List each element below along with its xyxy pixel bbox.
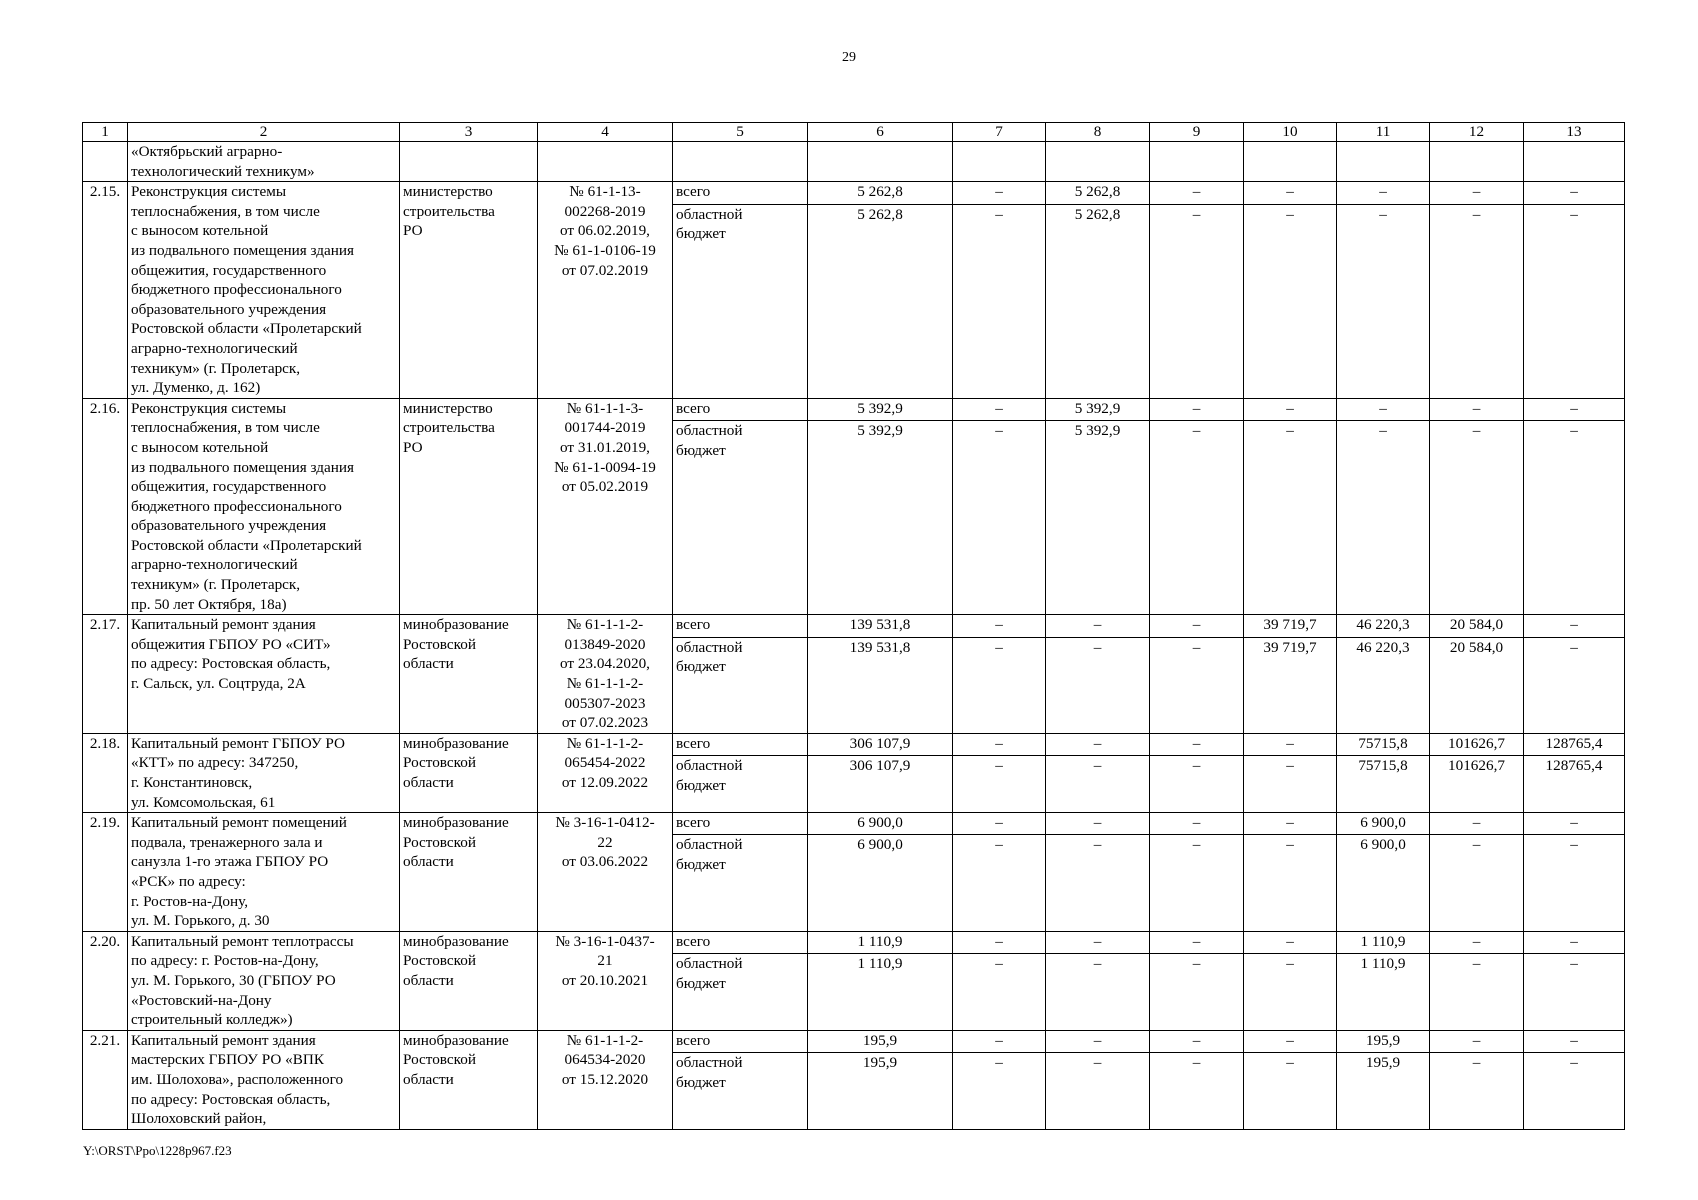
amount-cell: 5 392,9 [808, 421, 953, 615]
object-name-cell: Реконструкция системы теплоснабжения, в том числе с выносом котельной из подвального помещения здания общежития, государственного бюджетного профессионального образовательного учреждения Ростовской области «Пролетарский аграрно-технологический техникум» (г. Пролетарск, пр. 50 лет Октября, 18а) [128, 398, 400, 615]
column-number-header: 11 [1337, 123, 1430, 142]
amount-cell: – [1150, 1030, 1244, 1052]
amount-cell: 75715,8 [1337, 733, 1430, 756]
amount-cell: 1 110,9 [808, 931, 953, 953]
amount-cell: – [1150, 421, 1244, 615]
amount-cell: – [953, 1030, 1046, 1052]
column-number-header: 9 [1150, 123, 1244, 142]
amount-cell: – [1244, 1052, 1337, 1129]
amount-cell: – [1430, 398, 1524, 421]
amount-cell: – [1150, 1052, 1244, 1129]
amount-cell: – [1430, 954, 1524, 1031]
table-row [83, 733, 1625, 756]
funding-source-cell: областной бюджет [673, 954, 808, 1031]
row-number-cell: 2.19. [83, 813, 128, 932]
continuation-row [83, 142, 1625, 182]
page-number: 29 [842, 50, 856, 65]
funding-source-cell: всего [673, 615, 808, 637]
amount-cell: – [1150, 835, 1244, 931]
amount-cell: – [1150, 756, 1244, 813]
amount-cell: – [953, 615, 1046, 637]
amount-cell: 20 584,0 [1430, 615, 1524, 637]
object-name-cell: «Октябрьский аграрно- технологический техникум» [128, 142, 400, 182]
funding-source-cell: областной бюджет [673, 204, 808, 398]
document-cell: № 61-1-1-2- 064534-2020 от 15.12.2020 [538, 1030, 673, 1129]
column-number-header: 8 [1046, 123, 1150, 142]
amount-cell: – [1524, 954, 1625, 1031]
amount-cell: – [1046, 835, 1150, 931]
amount-cell: – [1524, 813, 1625, 835]
amount-cell: 195,9 [808, 1030, 953, 1052]
empty-cell [1337, 142, 1430, 182]
table-row [83, 615, 1625, 637]
row-number-cell: 2.21. [83, 1030, 128, 1129]
amount-cell: – [1430, 1052, 1524, 1129]
funding-source-cell: областной бюджет [673, 637, 808, 733]
empty-cell [1150, 142, 1244, 182]
amount-cell: – [1430, 204, 1524, 398]
funding-source-cell: всего [673, 931, 808, 953]
amount-cell: 195,9 [1337, 1052, 1430, 1129]
amount-cell: – [1244, 204, 1337, 398]
document-cell: № 61-1-13- 002268-2019 от 06.02.2019, № 61-1-0106-19 от 07.02.2019 [538, 182, 673, 399]
object-name-cell: Реконструкция системы теплоснабжения, в том числе с выносом котельной из подвального помещения здания общежития, государственного бюджетного профессионального образовательного учреждения Ростовской области «Пролетарский аграрно-технологический техникум» (г. Пролетарск, ул. Думенко, д. 162) [128, 182, 400, 399]
empty-cell [1430, 142, 1524, 182]
executor-cell: минобразование Ростовской области [400, 931, 538, 1030]
amount-cell: – [1524, 398, 1625, 421]
amount-cell: – [1244, 931, 1337, 953]
table-body [83, 123, 1625, 1130]
program-table [82, 122, 1625, 1130]
amount-cell: – [1244, 733, 1337, 756]
amount-cell: 46 220,3 [1337, 637, 1430, 733]
amount-cell: – [1046, 813, 1150, 835]
column-number-header: 1 [83, 123, 128, 142]
amount-cell: 6 900,0 [1337, 813, 1430, 835]
amount-cell: 195,9 [808, 1052, 953, 1129]
amount-cell: – [1524, 835, 1625, 931]
amount-cell: 306 107,9 [808, 733, 953, 756]
amount-cell: – [953, 204, 1046, 398]
table-row [83, 182, 1625, 205]
amount-cell: – [1430, 813, 1524, 835]
document-cell: № 61-1-1-2- 013849-2020 от 23.04.2020, № 61-1-1-2- 005307-2023 от 07.02.2023 [538, 615, 673, 734]
empty-cell [538, 142, 673, 182]
amount-cell: – [1150, 733, 1244, 756]
amount-cell: – [1150, 398, 1244, 421]
amount-cell: – [1244, 954, 1337, 1031]
amount-cell: 5 262,8 [808, 182, 953, 205]
amount-cell: – [1046, 931, 1150, 953]
funding-source-cell: всего [673, 1030, 808, 1052]
header-row [83, 123, 1625, 142]
amount-cell: – [1046, 1030, 1150, 1052]
amount-cell: – [1337, 204, 1430, 398]
executor-cell: министерство строительства РО [400, 182, 538, 399]
column-number-header: 13 [1524, 123, 1625, 142]
amount-cell: – [1150, 615, 1244, 637]
amount-cell: – [953, 931, 1046, 953]
amount-cell: – [1046, 615, 1150, 637]
funding-source-cell: всего [673, 398, 808, 421]
empty-cell [400, 142, 538, 182]
amount-cell: – [1150, 637, 1244, 733]
column-number-header: 12 [1430, 123, 1524, 142]
amount-cell: 6 900,0 [1337, 835, 1430, 931]
object-name-cell: Капитальный ремонт здания мастерских ГБПОУ РО «ВПК им. Шолохова», расположенного по адресу: Ростовская область, Шолоховский район, [128, 1030, 400, 1129]
amount-cell: – [1046, 954, 1150, 1031]
empty-cell [953, 142, 1046, 182]
funding-source-cell: всего [673, 733, 808, 756]
amount-cell: – [1524, 931, 1625, 953]
table-row [83, 1030, 1625, 1052]
amount-cell: – [1430, 421, 1524, 615]
column-number-header: 10 [1244, 123, 1337, 142]
amount-cell: – [953, 756, 1046, 813]
amount-cell: – [1046, 637, 1150, 733]
row-number-cell: 2.17. [83, 615, 128, 734]
amount-cell: – [1524, 637, 1625, 733]
amount-cell: 20 584,0 [1430, 637, 1524, 733]
footer-file-path: Y:\ORST\Ppo\1228p967.f23 [83, 1143, 232, 1158]
amount-cell: 39 719,7 [1244, 637, 1337, 733]
amount-cell: – [1244, 756, 1337, 813]
amount-cell: – [1430, 1030, 1524, 1052]
row-number-cell: 2.18. [83, 733, 128, 812]
column-number-header: 5 [673, 123, 808, 142]
amount-cell: – [953, 835, 1046, 931]
object-name-cell: Капитальный ремонт здания общежития ГБПОУ РО «СИТ» по адресу: Ростовская область, г. Сальск, ул. Соцтруда, 2А [128, 615, 400, 734]
amount-cell: – [1046, 1052, 1150, 1129]
amount-cell: 46 220,3 [1337, 615, 1430, 637]
column-number-header: 3 [400, 123, 538, 142]
amount-cell: – [1150, 204, 1244, 398]
column-number-header: 4 [538, 123, 673, 142]
amount-cell: – [1524, 1052, 1625, 1129]
amount-cell: – [1524, 615, 1625, 637]
object-name-cell: Капитальный ремонт теплотрассы по адресу: г. Ростов-на-Дону, ул. М. Горького, 30 (ГБПОУ РО «Ростовский-на-Дону строительный колледж») [128, 931, 400, 1030]
column-number-header: 7 [953, 123, 1046, 142]
table-row [83, 931, 1625, 953]
column-number-header: 2 [128, 123, 400, 142]
object-name-cell: Капитальный ремонт ГБПОУ РО «КТТ» по адресу: 347250, г. Константиновск, ул. Комсомольская, 61 [128, 733, 400, 812]
table-row [83, 813, 1625, 835]
amount-cell: – [1524, 421, 1625, 615]
amount-cell: – [1244, 182, 1337, 205]
row-number-cell: 2.16. [83, 398, 128, 615]
amount-cell: 101626,7 [1430, 733, 1524, 756]
amount-cell: 1 110,9 [1337, 931, 1430, 953]
amount-cell: 128765,4 [1524, 733, 1625, 756]
amount-cell: 1 110,9 [1337, 954, 1430, 1031]
amount-cell: – [953, 182, 1046, 205]
empty-cell [1244, 142, 1337, 182]
amount-cell: – [953, 421, 1046, 615]
amount-cell: – [1244, 398, 1337, 421]
amount-cell: – [953, 398, 1046, 421]
amount-cell: – [953, 813, 1046, 835]
amount-cell: – [1150, 931, 1244, 953]
amount-cell: – [1430, 835, 1524, 931]
amount-cell: 5 262,8 [1046, 182, 1150, 205]
amount-cell: – [1337, 182, 1430, 205]
amount-cell: – [1046, 756, 1150, 813]
object-name-cell: Капитальный ремонт помещений подвала, тренажерного зала и санузла 1-го этажа ГБПОУ РО «РСК» по адресу: г. Ростов-на-Дону, ул. М. Горького, д. 30 [128, 813, 400, 932]
amount-cell: 1 110,9 [808, 954, 953, 1031]
funding-source-cell: областной бюджет [673, 756, 808, 813]
document-cell: № 61-1-1-3- 001744-2019 от 31.01.2019, № 61-1-0094-19 от 05.02.2019 [538, 398, 673, 615]
funding-source-cell: областной бюджет [673, 421, 808, 615]
amount-cell: 75715,8 [1337, 756, 1430, 813]
amount-cell: 5 392,9 [1046, 421, 1150, 615]
empty-cell [1046, 142, 1150, 182]
amount-cell: – [1430, 931, 1524, 953]
funding-source-cell: всего [673, 813, 808, 835]
amount-cell: – [1244, 813, 1337, 835]
executor-cell: минобразование Ростовской области [400, 1030, 538, 1129]
document-cell: № 3-16-1-0437- 21 от 20.10.2021 [538, 931, 673, 1030]
column-number-header: 6 [808, 123, 953, 142]
amount-cell: – [1524, 204, 1625, 398]
funding-source-cell: всего [673, 182, 808, 205]
amount-cell: – [953, 1052, 1046, 1129]
amount-cell: 5 262,8 [1046, 204, 1150, 398]
amount-cell: 5 262,8 [808, 204, 953, 398]
amount-cell: 139 531,8 [808, 637, 953, 733]
amount-cell: – [1524, 1030, 1625, 1052]
amount-cell: – [1244, 1030, 1337, 1052]
amount-cell: 6 900,0 [808, 813, 953, 835]
executor-cell: минобразование Ростовской области [400, 733, 538, 812]
amount-cell: – [1430, 182, 1524, 205]
amount-cell: 139 531,8 [808, 615, 953, 637]
amount-cell: – [1150, 182, 1244, 205]
funding-source-cell: областной бюджет [673, 835, 808, 931]
empty-cell [808, 142, 953, 182]
row-number-cell [83, 142, 128, 182]
amount-cell: – [1244, 421, 1337, 615]
document-cell: № 61-1-1-2- 065454-2022 от 12.09.2022 [538, 733, 673, 812]
empty-cell [673, 142, 808, 182]
amount-cell: 195,9 [1337, 1030, 1430, 1052]
amount-cell: – [1244, 835, 1337, 931]
row-number-cell: 2.20. [83, 931, 128, 1030]
executor-cell: минобразование Ростовской области [400, 615, 538, 734]
amount-cell: – [953, 954, 1046, 1031]
funding-source-cell: областной бюджет [673, 1052, 808, 1129]
table-row [83, 398, 1625, 421]
amount-cell: – [953, 733, 1046, 756]
amount-cell: – [1524, 182, 1625, 205]
amount-cell: – [1337, 398, 1430, 421]
amount-cell: – [1337, 421, 1430, 615]
amount-cell: 306 107,9 [808, 756, 953, 813]
executor-cell: министерство строительства РО [400, 398, 538, 615]
executor-cell: минобразование Ростовской области [400, 813, 538, 932]
amount-cell: 6 900,0 [808, 835, 953, 931]
document-cell: № 3-16-1-0412- 22 от 03.06.2022 [538, 813, 673, 932]
amount-cell: 101626,7 [1430, 756, 1524, 813]
amount-cell: 39 719,7 [1244, 615, 1337, 637]
amount-cell: – [1150, 954, 1244, 1031]
row-number-cell: 2.15. [83, 182, 128, 399]
amount-cell: 5 392,9 [1046, 398, 1150, 421]
amount-cell: – [1150, 813, 1244, 835]
empty-cell [1524, 142, 1625, 182]
amount-cell: 128765,4 [1524, 756, 1625, 813]
amount-cell: 5 392,9 [808, 398, 953, 421]
amount-cell: – [953, 637, 1046, 733]
amount-cell: – [1046, 733, 1150, 756]
